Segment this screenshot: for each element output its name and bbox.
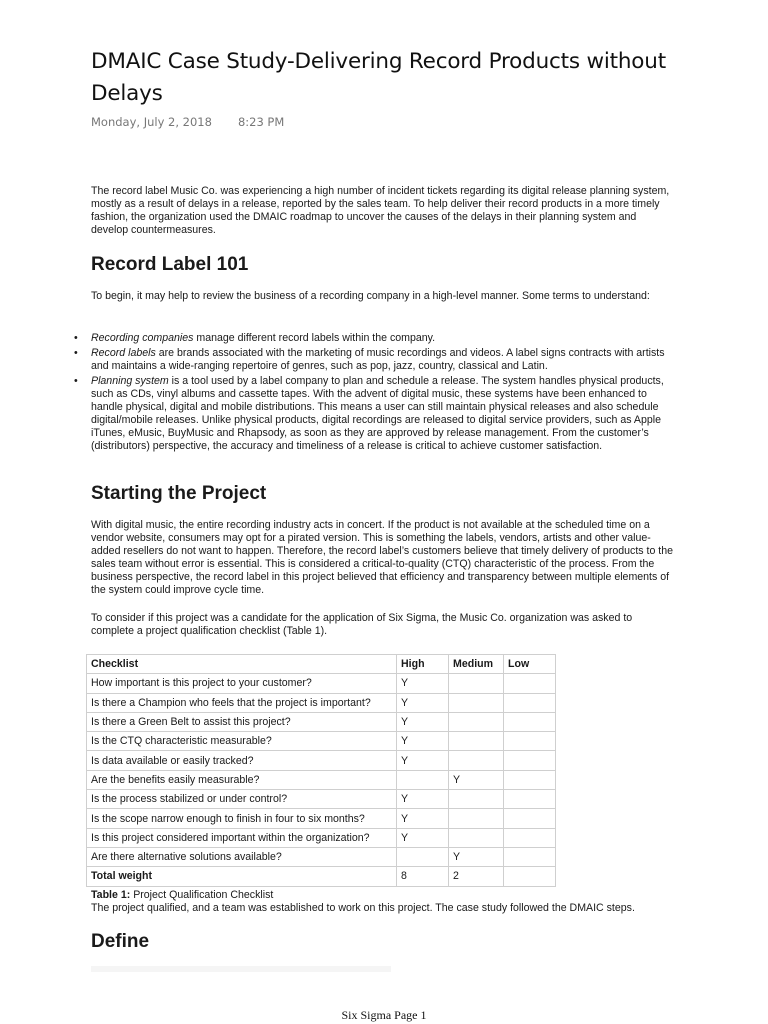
table-row bbox=[87, 674, 556, 693]
heading-define: Define bbox=[91, 931, 150, 952]
total-low bbox=[504, 867, 556, 886]
heading-starting-project: Starting the Project bbox=[91, 483, 267, 504]
table-total-row bbox=[87, 867, 556, 886]
total-high: 8 bbox=[397, 867, 449, 886]
table-row bbox=[87, 693, 556, 712]
intro-paragraph: The record label Music Co. was experiencing a high number of incident tickets regarding its digital release planning system, mostly as a result of delays in a release, reported by the sales team. To help deliver their record products in a more timely fashion, the organization used the DMAIC roadmap to uncover the causes of the delays in their planning system and develop countermeasures. bbox=[91, 185, 670, 236]
cell-low bbox=[504, 770, 556, 789]
cell-high: Y bbox=[397, 732, 449, 751]
column-header-checklist: Checklist bbox=[87, 655, 397, 674]
cell-low bbox=[504, 847, 556, 866]
cell-medium bbox=[449, 674, 504, 693]
table-row bbox=[87, 809, 556, 828]
note-time: 8:23 PM bbox=[237, 115, 285, 129]
cell-low bbox=[504, 809, 556, 828]
cell-low bbox=[504, 693, 556, 712]
page-title: DMAIC Case Study-Delivering Record Products without Delays bbox=[91, 49, 666, 106]
cell-medium bbox=[449, 712, 504, 731]
cell-medium bbox=[449, 828, 504, 847]
cell-medium: Y bbox=[449, 770, 504, 789]
bullet-dot: • bbox=[74, 332, 78, 344]
checklist-question: Is data available or easily tracked? bbox=[87, 751, 397, 770]
cell-high: Y bbox=[397, 828, 449, 847]
cell-low bbox=[504, 732, 556, 751]
starting-project-paragraph: With digital music, the entire recording industry acts in concert. If the product is not available at the scheduled time on a vendor website, consumers may opt for a pirated version. This is something the labels, vendors, artists and other value-added resellers do not want to happen. Therefore, the record label’s customers believe that timely delivery of products to the sales team without error is essential. This is considered a critical-to-quality (CTQ) characteristic of the process. From the business perspective, the record label in this project believed that efficiency and transparency between multiple elements of the system could improve cycle time. bbox=[91, 519, 674, 596]
checklist-question: Is there a Green Belt to assist this project? bbox=[87, 712, 397, 731]
column-header-high: High bbox=[397, 655, 449, 674]
record-label-intro: To begin, it may help to review the business of a recording company in a high-level manner. Some terms to understand: bbox=[91, 290, 650, 302]
note-meta bbox=[91, 115, 284, 129]
cell-medium bbox=[449, 732, 504, 751]
terms-list bbox=[74, 332, 676, 455]
cell-high: Y bbox=[397, 712, 449, 731]
table-row bbox=[87, 828, 556, 847]
cell-low bbox=[504, 674, 556, 693]
cell-low bbox=[504, 751, 556, 770]
cell-high: Y bbox=[397, 674, 449, 693]
cell-high bbox=[397, 770, 449, 789]
heading-record-label-101: Record Label 101 bbox=[91, 254, 249, 275]
bullet-dot: • bbox=[74, 375, 78, 387]
total-medium: 2 bbox=[449, 867, 504, 886]
table-row bbox=[87, 790, 556, 809]
cell-low bbox=[504, 790, 556, 809]
term-definition: is a tool used by a label company to plan and schedule a release. The system handles physical products, such as CDs, vinyl albums and cassette tapes. With the advent of digital music, these systems have been enhanced to handle physical, digital and mobile distributions. This means a user can still maintain physical releases and also schedule digital/mobile releases. Unlike physical products, digital recordings are released to digital service providers, such as Apple iTunes, eMusic, BuyMusic and Rhapsody, as soon as they are approved by release management. From the customer’s (distributors) perspective, the accuracy and timeliness of a release is critical to achieve customer satisfaction. bbox=[91, 375, 664, 452]
total-label: Total weight bbox=[87, 867, 397, 886]
qualification-checklist-table bbox=[86, 654, 556, 887]
cell-low bbox=[504, 828, 556, 847]
checklist-question: Are there alternative solutions available? bbox=[87, 847, 397, 866]
note-date: Monday, July 2, 2018 bbox=[91, 115, 212, 129]
cell-high: Y bbox=[397, 809, 449, 828]
cell-medium bbox=[449, 751, 504, 770]
page-footer: Six Sigma Page 1 bbox=[341, 1008, 427, 1022]
cell-high bbox=[397, 847, 449, 866]
table-row bbox=[87, 847, 556, 866]
list-item bbox=[74, 375, 676, 453]
table-header-row bbox=[87, 655, 556, 674]
faded-text-line bbox=[91, 966, 391, 972]
column-header-low: Low bbox=[504, 655, 556, 674]
table-row bbox=[87, 712, 556, 731]
term-name: Record labels bbox=[91, 347, 156, 359]
cell-high: Y bbox=[397, 790, 449, 809]
caption-followup: The project qualified, and a team was established to work on this project. The case study followed the DMAIC steps. bbox=[91, 902, 635, 914]
qualification-paragraph: To consider if this project was a candidate for the application of Six Sigma, the Music Co. organization was asked to complete a project qualification checklist (Table 1). bbox=[91, 612, 633, 637]
cell-medium bbox=[449, 809, 504, 828]
cell-high: Y bbox=[397, 751, 449, 770]
term-definition: are brands associated with the marketing of music recordings and videos. A label signs contracts with artists and maintains a wide-ranging repertoire of genres, such as pop, jazz, country, classical and Latin. bbox=[91, 347, 665, 372]
checklist-question: Is the scope narrow enough to finish in four to six months? bbox=[87, 809, 397, 828]
list-item bbox=[74, 347, 676, 373]
checklist-question: Are the benefits easily measurable? bbox=[87, 770, 397, 789]
table-row bbox=[87, 732, 556, 751]
term-definition: manage different record labels within the company. bbox=[193, 332, 436, 344]
cell-medium: Y bbox=[449, 847, 504, 866]
cell-high: Y bbox=[397, 693, 449, 712]
list-item bbox=[74, 332, 676, 345]
table-caption bbox=[91, 889, 711, 915]
bullet-dot: • bbox=[74, 347, 78, 359]
column-header-medium: Medium bbox=[449, 655, 504, 674]
checklist-question: Is this project considered important within the organization? bbox=[87, 828, 397, 847]
checklist-question: How important is this project to your customer? bbox=[87, 674, 397, 693]
term-name: Recording companies bbox=[91, 332, 194, 344]
cell-low bbox=[504, 712, 556, 731]
term-name: Planning system bbox=[91, 375, 169, 387]
table-row bbox=[87, 751, 556, 770]
checklist-question: Is there a Champion who feels that the project is important? bbox=[87, 693, 397, 712]
checklist-question: Is the process stabilized or under control? bbox=[87, 790, 397, 809]
cell-medium bbox=[449, 790, 504, 809]
cell-medium bbox=[449, 693, 504, 712]
caption-label: Table 1: bbox=[91, 889, 131, 901]
caption-title: Project Qualification Checklist bbox=[130, 889, 274, 901]
table-row bbox=[87, 770, 556, 789]
checklist-question: Is the CTQ characteristic measurable? bbox=[87, 732, 397, 751]
